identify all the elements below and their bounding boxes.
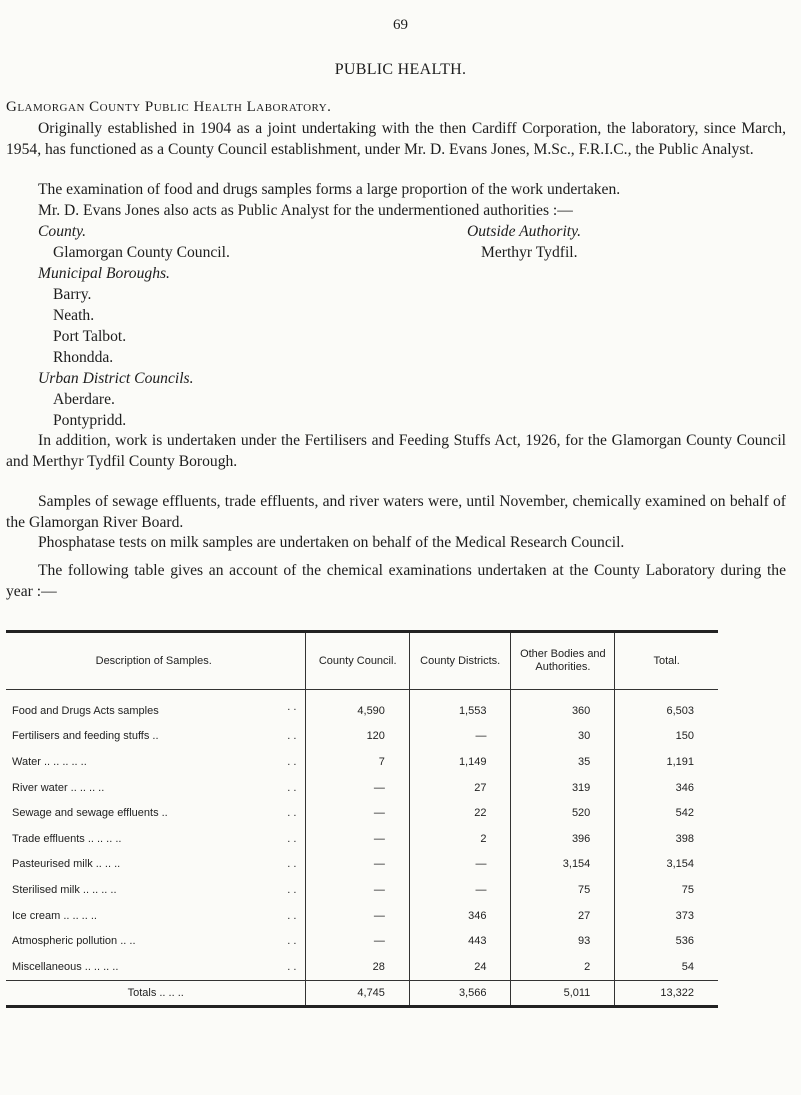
cell-county-districts: — <box>409 877 511 903</box>
row-description-text: Ice cream .. .. .. .. <box>12 909 97 922</box>
cell-other-bodies: 520 <box>511 800 615 826</box>
cell-county-council: — <box>306 852 410 878</box>
cell-county-council: — <box>306 826 410 852</box>
row-leader-dots: .. <box>287 700 300 713</box>
outside-authority-name: Merthyr Tydfil. <box>481 244 578 261</box>
row-description-text: Water .. .. .. .. .. <box>12 755 87 768</box>
row-description-text: Sterilised milk .. .. .. .. <box>12 883 117 896</box>
municipal-borough: Port Talbot. <box>53 328 127 345</box>
examinations-table <box>6 630 718 1008</box>
row-leader-dots: .. <box>287 909 300 922</box>
header-county-council: County Council. <box>306 632 410 690</box>
municipal-borough: Neath. <box>53 307 95 324</box>
row-description-text: Miscellaneous .. .. .. .. <box>12 960 119 973</box>
row-description <box>6 775 306 801</box>
municipal-boroughs-heading: Municipal Boroughs. <box>38 265 170 282</box>
cell-total: 3,154 <box>615 852 718 878</box>
table-row <box>6 877 718 903</box>
row-description <box>6 928 306 954</box>
cell-other-bodies: 396 <box>511 826 615 852</box>
table-header-row <box>6 632 718 690</box>
cell-other-bodies: 30 <box>511 724 615 750</box>
row-description <box>6 690 306 724</box>
table-row <box>6 954 718 980</box>
cell-county-districts: 27 <box>409 775 511 801</box>
totals-label: Totals .. .. .. <box>6 980 306 1006</box>
page-title: PUBLIC HEALTH. <box>334 61 467 78</box>
cell-county-council: — <box>306 903 410 929</box>
cell-total: 6,503 <box>615 690 718 724</box>
cell-total: 542 <box>615 800 718 826</box>
cell-county-council: — <box>306 800 410 826</box>
row-description <box>6 954 306 980</box>
row-leader-dots: .. <box>287 858 300 871</box>
table-row <box>6 852 718 878</box>
urban-district: Pontypridd. <box>53 412 127 429</box>
cell-county-council: 120 <box>306 724 410 750</box>
cell-county-districts: 24 <box>409 954 511 980</box>
row-leader-dots: .. <box>287 755 300 768</box>
municipal-borough: Rhondda. <box>53 349 114 366</box>
cell-county-council: — <box>306 928 410 954</box>
cell-county-districts: 1,149 <box>409 749 511 775</box>
paragraph-food-drugs-line-2: Mr. D. Evans Jones also acts as Public Analyst for the undermentioned authorities :— <box>38 202 573 219</box>
row-description <box>6 826 306 852</box>
cell-county-council: 7 <box>306 749 410 775</box>
header-description: Description of Samples. <box>6 632 306 690</box>
cell-county-council: 4,590 <box>306 690 410 724</box>
cell-total: 398 <box>615 826 718 852</box>
cell-county-districts: 1,553 <box>409 690 511 724</box>
cell-other-bodies: 35 <box>511 749 615 775</box>
row-description-text: Fertilisers and feeding stuffs .. <box>12 730 159 743</box>
totals-county-districts: 3,566 <box>409 980 511 1006</box>
totals-total: 13,322 <box>615 980 718 1006</box>
table-row <box>6 800 718 826</box>
cell-total: 75 <box>615 877 718 903</box>
cell-total: 536 <box>615 928 718 954</box>
cell-total: 150 <box>615 724 718 750</box>
row-description-text: Trade effluents .. .. .. .. <box>12 832 122 845</box>
municipal-borough: Barry. <box>53 286 92 303</box>
row-leader-dots: .. <box>287 781 300 794</box>
cell-county-council: — <box>306 775 410 801</box>
county-heading: County. <box>38 223 87 240</box>
row-leader-dots: .. <box>287 935 300 948</box>
cell-other-bodies: 360 <box>511 690 615 724</box>
urban-district: Aberdare. <box>53 391 115 408</box>
row-description <box>6 749 306 775</box>
county-name: Glamorgan County Council. <box>53 244 230 261</box>
row-leader-dots: .. <box>287 960 300 973</box>
row-description-text: Food and Drugs Acts samples <box>12 704 159 717</box>
paragraph-sewage: Samples of sewage effluents, trade effluents, and river waters were, until November, chemically examined on behalf of the Glamorgan River Board. <box>6 493 786 531</box>
page-number: 69 <box>393 17 408 33</box>
row-description-text: Atmospheric pollution .. .. <box>12 935 136 948</box>
totals-row <box>6 980 718 1006</box>
paragraph-origin: Originally established in 1904 as a joint undertaking with the then Cardiff Corporation, the laboratory, since March, 1954, has functioned as a County Council establishment, under Mr. D. Evans Jones, M.Sc., F.R.I.C., the Public Analyst. <box>6 120 786 158</box>
cell-county-districts: 2 <box>409 826 511 852</box>
paragraph-food-drugs-line-1: The examination of food and drugs samples forms a large proportion of the work undertaken. <box>38 181 621 198</box>
table-row <box>6 724 718 750</box>
row-description-text: Sewage and sewage effluents .. <box>12 807 168 820</box>
row-leader-dots: .. <box>287 832 300 845</box>
row-description <box>6 877 306 903</box>
cell-total: 346 <box>615 775 718 801</box>
cell-county-districts: — <box>409 852 511 878</box>
row-leader-dots: .. <box>287 807 300 820</box>
cell-total: 54 <box>615 954 718 980</box>
paragraph-fertilisers: In addition, work is undertaken under the Fertilisers and Feeding Stuffs Act, 1926, for the Glamorgan County Council and Merthyr Tydfil County Borough. <box>6 432 786 470</box>
section-heading: Glamorgan County Public Health Laboratory. <box>6 99 332 115</box>
totals-county-council: 4,745 <box>306 980 410 1006</box>
outside-authority-heading: Outside Authority. <box>467 223 582 240</box>
header-total: Total. <box>615 632 718 690</box>
row-leader-dots: .. <box>287 883 300 896</box>
row-leader-dots: .. <box>287 730 300 743</box>
cell-county-council: — <box>306 877 410 903</box>
cell-county-council: 28 <box>306 954 410 980</box>
table-row <box>6 690 718 724</box>
cell-other-bodies: 3,154 <box>511 852 615 878</box>
cell-total: 1,191 <box>615 749 718 775</box>
header-county-districts: County Districts. <box>409 632 511 690</box>
paragraph-food-drugs <box>6 179 786 221</box>
row-description <box>6 800 306 826</box>
row-description <box>6 724 306 750</box>
header-other-bodies: Other Bodies and Authorities. <box>511 632 615 690</box>
cell-county-districts: 443 <box>409 928 511 954</box>
cell-county-districts: — <box>409 724 511 750</box>
table-row <box>6 826 718 852</box>
cell-county-districts: 22 <box>409 800 511 826</box>
row-description-text: River water .. .. .. .. <box>12 781 105 794</box>
row-description-text: Pasteurised milk .. .. .. <box>12 858 121 871</box>
table-row <box>6 903 718 929</box>
table-row <box>6 928 718 954</box>
cell-other-bodies: 27 <box>511 903 615 929</box>
cell-other-bodies: 75 <box>511 877 615 903</box>
cell-county-districts: 346 <box>409 903 511 929</box>
paragraph-phosphatase: Phosphatase tests on milk samples are undertaken on behalf of the Medical Research Council. <box>38 534 625 551</box>
cell-other-bodies: 319 <box>511 775 615 801</box>
row-description <box>6 852 306 878</box>
row-description <box>6 903 306 929</box>
examinations-table-container <box>6 630 718 1008</box>
table-row <box>6 749 718 775</box>
totals-other-bodies: 5,011 <box>511 980 615 1006</box>
cell-total: 373 <box>615 903 718 929</box>
cell-other-bodies: 93 <box>511 928 615 954</box>
table-row <box>6 775 718 801</box>
cell-other-bodies: 2 <box>511 954 615 980</box>
urban-district-heading: Urban District Councils. <box>38 370 194 387</box>
paragraph-table-intro: The following table gives an account of the chemical examinations undertaken at the County Laboratory during the year :— <box>6 562 786 600</box>
